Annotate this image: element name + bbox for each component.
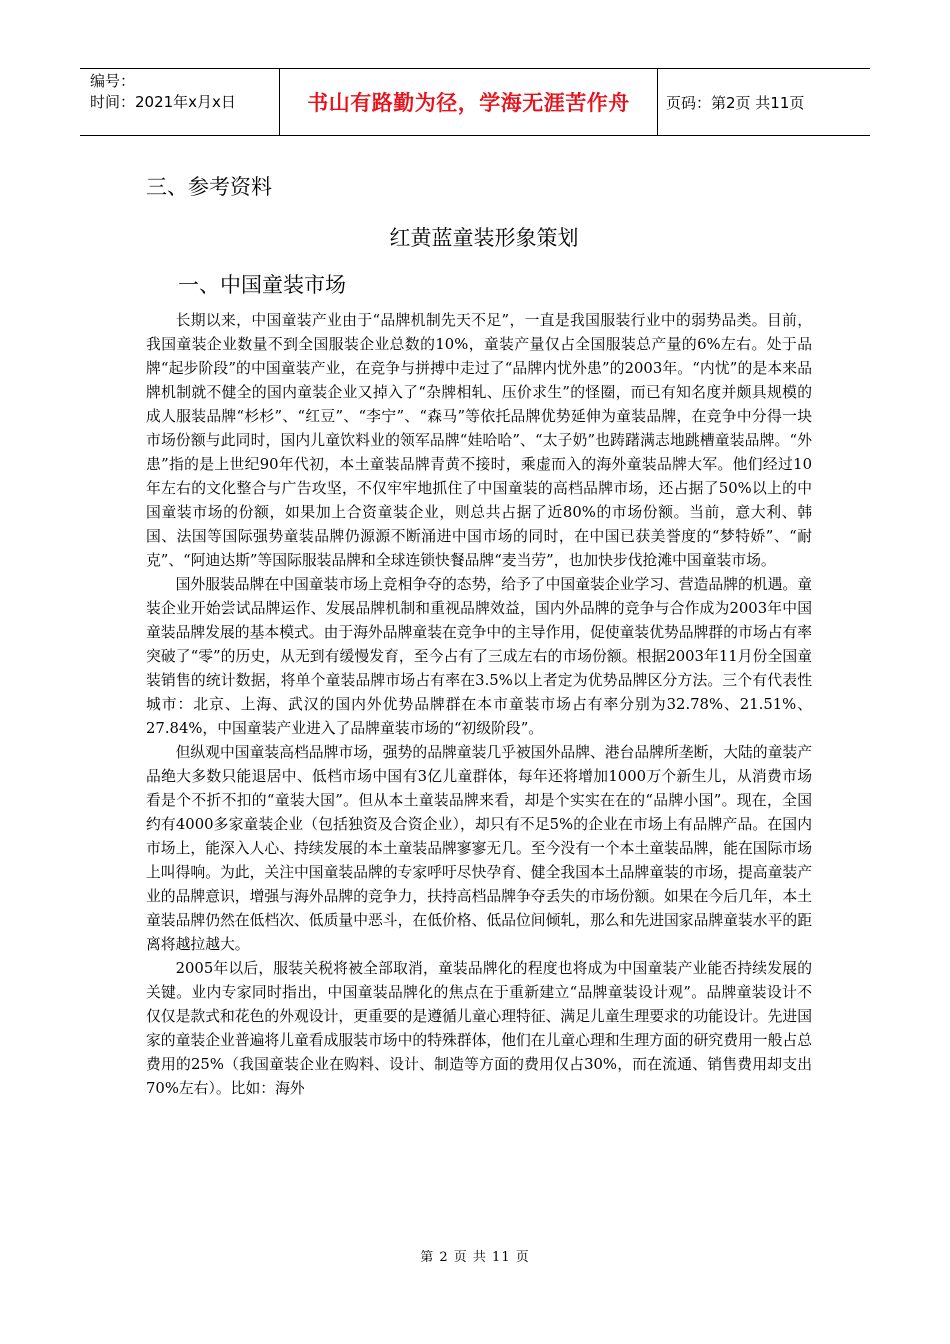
- doc-title: 红黄蓝童装形象策划: [389, 226, 579, 250]
- paragraph: 但纵观中国童装高档品牌市场，强势的品牌童装几乎被国外品牌、港台品牌所垄断，大陆的童装产品绝大多数只能退居中、低档市场中国有3亿儿童群体，每年还将增加1000万个新生儿，从消费市场看是个不折不扣的“童装大国”。但从本土童装品牌来看，却是个实实在在的“品牌小国”。现在，全国约有4000多家童装企业（包括独资及合资企业），却只有不足5%的企业在市场上有品牌产品。在国内市场上，能深入人心、持续发展的本土童装品牌寥寥无几。至今没有一个本土童装品牌，能在国际市场上叫得响。为此，关注中国童装品牌的专家呼吁尽快孕育、健全我国本土品牌童装的市场，提高童装产业的品牌意识，增强与海外品牌的竞争力，扶持高档品牌争夺丢失的市场份额。如果在今后几年，本土童装品牌仍然在低档次、低质量中恶斗，在低价格、低品位间倾轧，那么和先进国家品牌童装水平的距离将越拉越大。: [146, 744, 812, 953]
- header-meta: [80, 69, 280, 135]
- sub-heading: 一、中国童装市场: [178, 273, 346, 297]
- header-page-label: 页码：第2页 共11页: [666, 93, 805, 112]
- paragraph: 长期以来，中国童装产业由于“品牌机制先天不足”，一直是我国服装行业中的弱势品类。目前，我国童装企业数量不到全国服装企业总数的10%，童装产量仅占全国服装总产量的6%左右。处于品牌“起步阶段”的中国童装产业，在竞争与拼搏中走过了“品牌内忧外患”的2003年。“内忧”的是本来品牌机制就不健全的国内童装企业又掉入了“杂牌相轧、压价求生”的怪圈，而已有知名度并颇具规模的成人服装品牌“杉杉”、“红豆”、“李宁”、“森马”等依托品牌优势延伸为童装品牌，在竞争中分得一块市场份额与此同时，国内儿童饮料业的领军品牌“娃哈哈”、“太子奶”也踌躇满志地跳槽童装品牌。“外患”指的是上世纪90年代初，本土童装品牌青黄不接时，乘虚而入的海外童装品牌大军。他们经过10年左右的文化整合与广告攻坚，不仅牢牢地抓住了中国童装的高档品牌市场，还占据了50%以上的中国童装市场的份额，如果加上合资童装企业，则总共占据了近80%的市场份额。当前，意大利、韩国、法国等国际强势童装品牌仍源源不断涌进中国市场的同时，在中国已获美誉度的“梦特娇”、“耐克”、“阿迪达斯”等国际服装品牌和全球连锁快餐品牌“麦当劳”，也加快步伐抢滩中国童装市场。: [146, 312, 812, 569]
- page-header: [80, 68, 870, 136]
- section-heading: 三、参考资料: [146, 175, 272, 199]
- serial-label: 编号：: [90, 72, 136, 90]
- header-motto: 书山有路勤为径，学海无涯苦作舟: [280, 69, 658, 135]
- paragraph: 2005年以后，服装关税将被全部取消，童装品牌化的程度也将成为中国童装产业能否持续发展的关键。业内专家同时指出，中国童装品牌化的焦点在于重新建立“品牌童装设计观”。品牌童装设计不仅仅是款式和花色的外观设计，更重要的是遵循儿童心理特征、满足儿童生理要求的功能设计。先进国家的童装企业普遍将儿童看成服装市场中的特殊群体，他们在儿童心理和生理方面的研究费用一般占总费用的25%（我国童装企业在购料、设计、制造等方面的费用仅占30%，而在流通、销售费用却支出70%左右）。比如：海外: [146, 960, 812, 1097]
- date-label: 时间：2021年x月x日: [90, 93, 236, 111]
- body-text: [146, 309, 812, 1101]
- page-footer: 第 2 页 共 11 页: [420, 1250, 530, 1265]
- paragraph: 国外服装品牌在中国童装市场上竞相争夺的态势，给予了中国童装企业学习、营造品牌的机遇。童装企业开始尝试品牌运作、发展品牌机制和重视品牌效益，国内外品牌的竞争与合作成为2003年中国童装品牌发展的基本模式。由于海外品牌童装在竞争中的主导作用，促使童装优势品牌群的市场占有率突破了“零”的历史，从无到有缓慢发育，至今占有了三成左右的市场份额。根据2003年11月份全国童装销售的统计数据，将单个童装品牌市场占有率在3.5%以上者定为优势品牌区分方法。三个有代表性城市：北京、上海、武汉的国内外优势品牌群在本市童装市场占有率分别为32.78%、21.51%、27.84%，中国童装产业进入了品牌童装市场的“初级阶段”。: [146, 576, 812, 737]
